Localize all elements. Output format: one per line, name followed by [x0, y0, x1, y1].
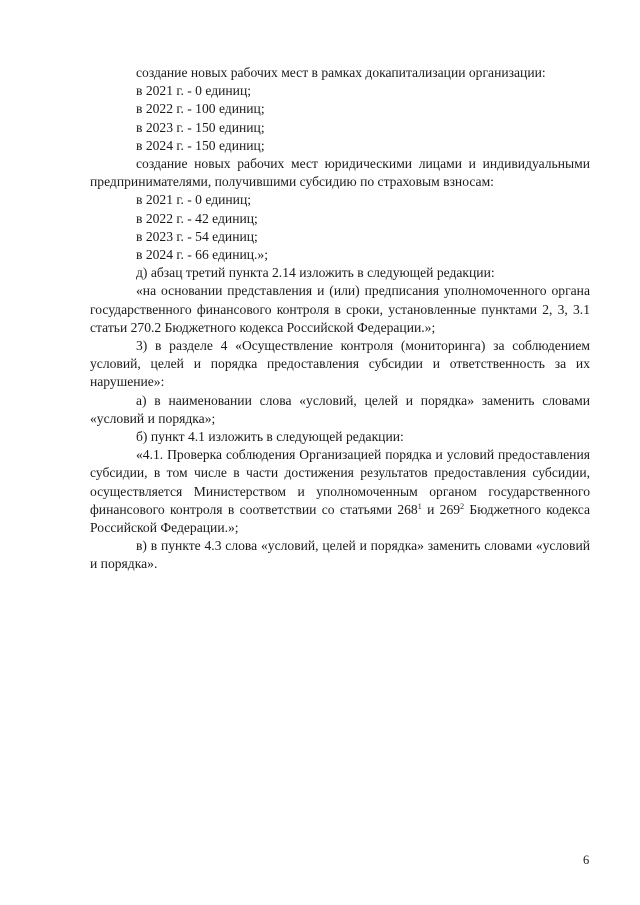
paragraph-quote-4-1-end: Бюджетного кодекса Российской Федерации.»; — [90, 501, 590, 536]
paragraph-section-4: 3) в разделе 4 «Осуществление контроля (мониторинга) за соблюдением условий, целей и порядка предоставления субсидии и ответственность за их нарушение»: — [90, 338, 590, 390]
paragraph-quote-4-1 — [90, 446, 590, 537]
list-item-2021: в 2021 г. - 0 единиц; — [136, 83, 252, 99]
page-number: 6 — [583, 853, 590, 867]
paragraph-new-jobs-entrepreneurs: создание новых рабочих мест юридическими лицами и индивидуальными предпринимателями, получившими субсидию по страховым взносам: — [90, 156, 590, 190]
document-body — [90, 64, 590, 574]
list-item-2024-b: в 2024 г. - 66 единиц.»; — [136, 247, 269, 263]
paragraph-new-jobs-capitalization: создание новых рабочих мест в рамках докапитализации организации: — [136, 65, 546, 80]
paragraph-quote-4-1-text: «4.1. Проверка соблюдения Организацией порядка и условий предоставления субсидии, в том числе в части достижения результатов предоставления субсидии, осуществляется Министерством и уполномоченным органом государственного финансового контроля в соответствии со статьями 268 — [90, 447, 590, 517]
list-item-2023-b: в 2023 г. - 54 единиц; — [136, 228, 258, 244]
paragraph-quote-2-14: «на основании представления и (или) предписания уполномоченного органа государственного финансового контроля в сроки, установленные пунктами 2, 3, 3.1 статьи 270.2 Бюджетного кодекса Российской Федерации.»; — [90, 283, 590, 335]
paragraph-item-d: д) абзац третий пункта 2.14 изложить в следующей редакции: — [136, 265, 495, 281]
paragraph-item-b: б) пункт 4.1 изложить в следующей редакции: — [136, 429, 404, 445]
superscript-1: 1 — [417, 501, 422, 511]
paragraph-quote-4-1-and: и 269 — [421, 501, 461, 517]
superscript-2: 2 — [460, 501, 465, 511]
list-item-2021-b: в 2021 г. - 0 единиц; — [136, 192, 252, 208]
list-item-2024: в 2024 г. - 150 единиц; — [136, 137, 265, 153]
list-item-2023: в 2023 г. - 150 единиц; — [136, 119, 265, 135]
paragraph-item-a: а) в наименовании слова «условий, целей и порядка» заменить словами «условий и порядка»; — [90, 392, 590, 426]
list-item-2022-b: в 2022 г. - 42 единиц; — [136, 210, 258, 226]
list-item-2022: в 2022 г. - 100 единиц; — [136, 101, 265, 117]
paragraph-item-v: в) в пункте 4.3 слова «условий, целей и порядка» заменить словами «условий и порядка». — [90, 538, 590, 572]
